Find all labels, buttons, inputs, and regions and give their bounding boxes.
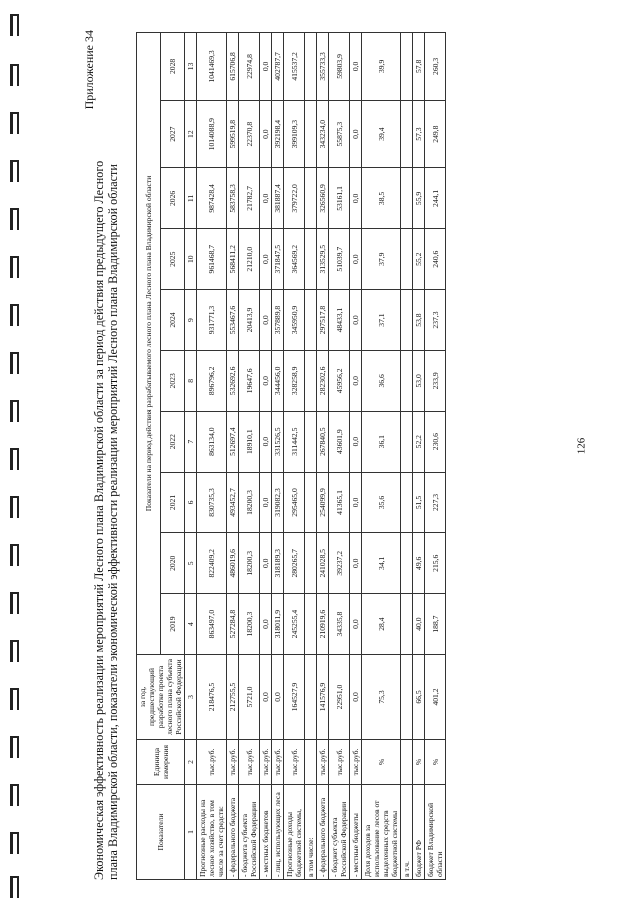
row-year-value: 237,3 — [425, 290, 446, 351]
appendix-label: Приложение 34 — [82, 30, 96, 110]
row-year-value: 326560,9 — [317, 168, 329, 229]
document-title — [92, 30, 120, 880]
row-year-value: 40,0 — [413, 594, 425, 655]
row-label: Прогнозные доходы бюджетной системы, — [284, 785, 305, 880]
binder-hole — [10, 876, 19, 898]
col-number: 7 — [185, 411, 197, 472]
row-year-value — [401, 472, 413, 533]
table-row — [272, 33, 284, 880]
row-unit: % — [362, 740, 401, 785]
row-year-value: 260,3 — [425, 33, 446, 101]
row-year-value: 39,9 — [362, 33, 401, 101]
row-year-value: 295465,0 — [284, 472, 305, 533]
row-year-value — [401, 533, 413, 594]
row-year-value: 0,0 — [260, 411, 272, 472]
row-year-value: 280265,7 — [284, 533, 305, 594]
col-number: 4 — [185, 594, 197, 655]
row-prev-value: 141576,9 — [317, 655, 329, 740]
row-label: - бюджета субъекта Российской Федерации — [239, 785, 260, 880]
row-year-value: 18910,1 — [239, 411, 260, 472]
row-year-value: 18200,3 — [239, 472, 260, 533]
row-year-value: 0,0 — [350, 290, 362, 351]
row-year-value: 415537,2 — [284, 33, 305, 101]
row-year-value: 34,1 — [362, 533, 401, 594]
binder-hole — [10, 736, 19, 758]
row-year-value: 0,0 — [260, 100, 272, 168]
row-label: - бюджет субъекта Российской Федерации — [329, 785, 350, 880]
row-year-value: 0,0 — [260, 33, 272, 101]
table-row — [284, 33, 305, 880]
row-label: в том числе: — [305, 785, 317, 880]
row-prev-value — [401, 655, 413, 740]
row-year-value: 215,6 — [425, 533, 446, 594]
binder-hole — [10, 496, 19, 518]
row-unit: тыс.руб. — [227, 740, 239, 785]
row-year-value — [305, 472, 317, 533]
row-year-value — [401, 229, 413, 290]
header-year: 2021 — [161, 472, 185, 533]
row-year-value: 0,0 — [260, 229, 272, 290]
row-year-value: 0,0 — [260, 594, 272, 655]
title-line: плана Владимирской области, показатели экономической эффективности реализации мероприятий Лесного плана Владимирской области — [106, 164, 120, 880]
row-prev-value: 401,2 — [425, 655, 446, 740]
row-year-value: 345950,9 — [284, 290, 305, 351]
row-label: - лиц, использующих леса — [272, 785, 284, 880]
header-year: 2028 — [161, 33, 185, 101]
row-year-value: 371847,5 — [272, 229, 284, 290]
row-year-value: 245255,4 — [284, 594, 305, 655]
rotated-document — [80, 20, 500, 880]
row-year-value: 55,9 — [413, 168, 425, 229]
row-year-value — [401, 33, 413, 101]
binder-hole — [10, 64, 19, 86]
row-year-value: 896796,2 — [197, 350, 227, 411]
table-row — [260, 33, 272, 880]
row-unit: тыс.руб. — [260, 740, 272, 785]
row-year-value: 18200,3 — [239, 594, 260, 655]
row-year-value: 57,3 — [413, 100, 425, 168]
binder-hole — [10, 160, 19, 182]
row-year-value: 53,0 — [413, 350, 425, 411]
column-numbers-row — [185, 33, 197, 880]
row-year-value: 22974,8 — [239, 33, 260, 101]
row-year-value: 318011,9 — [272, 594, 284, 655]
row-year-value: 355733,3 — [317, 33, 329, 101]
row-year-value: 987428,4 — [197, 168, 227, 229]
efficiency-table — [136, 32, 446, 880]
col-number: 11 — [185, 168, 197, 229]
binder-hole — [10, 592, 19, 614]
row-prev-value: 164527,9 — [284, 655, 305, 740]
title-line: Экономическая эффективность реализации мероприятий Лесного плана Владимирской области за период действия предыдущего Лесного — [92, 160, 106, 880]
binder-hole — [10, 400, 19, 422]
header-year: 2020 — [161, 533, 185, 594]
header-year: 2019 — [161, 594, 185, 655]
row-year-value: 532692,6 — [227, 350, 239, 411]
row-year-value — [401, 290, 413, 351]
row-year-value: 830735,3 — [197, 472, 227, 533]
table-row — [362, 33, 401, 880]
row-year-value: 37,9 — [362, 229, 401, 290]
row-year-value: 402787,7 — [272, 33, 284, 101]
header-year: 2026 — [161, 168, 185, 229]
row-prev-value: 0,0 — [260, 655, 272, 740]
binder-hole — [10, 112, 19, 134]
row-year-value: 822409,2 — [197, 533, 227, 594]
row-year-value: 863497,0 — [197, 594, 227, 655]
header-prev-plan: за год, предшествующий разработке проекта лесного плана субъекта Российской Федерации — [137, 655, 185, 740]
binder-holes — [6, 0, 22, 905]
row-year-value — [305, 533, 317, 594]
row-year-value: 51,5 — [413, 472, 425, 533]
row-year-value: 318189,3 — [272, 533, 284, 594]
row-year-value: 18200,3 — [239, 533, 260, 594]
binder-hole — [10, 352, 19, 374]
row-year-value: 34335,8 — [329, 594, 350, 655]
row-year-value: 328258,9 — [284, 350, 305, 411]
row-unit: тыс.руб. — [350, 740, 362, 785]
row-year-value: 0,0 — [350, 411, 362, 472]
row-prev-value: 66,5 — [413, 655, 425, 740]
row-year-value — [305, 168, 317, 229]
col-number: 1 — [185, 785, 197, 880]
row-year-value: 0,0 — [260, 290, 272, 351]
row-year-value: 43601,9 — [329, 411, 350, 472]
row-year-value: 0,0 — [350, 472, 362, 533]
row-unit: тыс.руб. — [197, 740, 227, 785]
row-year-value: 364569,2 — [284, 229, 305, 290]
row-unit: тыс.руб. — [317, 740, 329, 785]
row-year-value: 188,7 — [425, 594, 446, 655]
table-row — [401, 33, 413, 880]
row-year-value: 0,0 — [260, 472, 272, 533]
row-year-value: 230,6 — [425, 411, 446, 472]
row-year-value: 0,0 — [260, 350, 272, 411]
row-unit: тыс.руб. — [329, 740, 350, 785]
row-year-value: 311442,5 — [284, 411, 305, 472]
col-number: 10 — [185, 229, 197, 290]
row-year-value: 568411,2 — [227, 229, 239, 290]
row-unit: тыс.руб. — [284, 740, 305, 785]
table-row — [305, 33, 317, 880]
header-unit: Единица измерения — [137, 740, 185, 785]
header-year: 2024 — [161, 290, 185, 351]
header-row — [137, 33, 161, 880]
row-year-value: 241028,5 — [317, 533, 329, 594]
row-year-value: 1041469,3 — [197, 33, 227, 101]
row-label: - местные бюджеты — [350, 785, 362, 880]
row-year-value: 357889,8 — [272, 290, 284, 351]
row-year-value: 583758,3 — [227, 168, 239, 229]
row-year-value — [305, 229, 317, 290]
row-unit: % — [425, 740, 446, 785]
table-row — [197, 33, 227, 880]
header-indicator: Показатели — [137, 785, 185, 880]
row-prev-value: 5721,0 — [239, 655, 260, 740]
binder-hole — [10, 688, 19, 710]
row-year-value: 35,6 — [362, 472, 401, 533]
row-year-value: 55875,3 — [329, 100, 350, 168]
row-year-value: 0,0 — [260, 168, 272, 229]
row-year-value: 55,2 — [413, 229, 425, 290]
header-year: 2027 — [161, 100, 185, 168]
row-year-value: 19647,6 — [239, 350, 260, 411]
binder-hole — [10, 544, 19, 566]
row-year-value: 240,6 — [425, 229, 446, 290]
row-year-value: 527284,8 — [227, 594, 239, 655]
row-year-value — [305, 33, 317, 101]
row-unit: тыс.руб. — [272, 740, 284, 785]
table-row — [239, 33, 260, 880]
row-year-value: 39,4 — [362, 100, 401, 168]
row-year-value: 1014088,9 — [197, 100, 227, 168]
row-year-value: 244,1 — [425, 168, 446, 229]
row-prev-value: 22951,0 — [329, 655, 350, 740]
binder-hole — [10, 304, 19, 326]
row-year-value: 227,3 — [425, 472, 446, 533]
row-year-value — [305, 350, 317, 411]
table-row — [350, 33, 362, 880]
row-year-value: 399109,3 — [284, 100, 305, 168]
row-prev-value: 0,0 — [350, 655, 362, 740]
row-year-value: 39237,2 — [329, 533, 350, 594]
row-year-value: 53161,1 — [329, 168, 350, 229]
row-year-value: 381887,4 — [272, 168, 284, 229]
row-label: Прогнозные расходы на лесное хозяйство, в том числе за счет средств: — [197, 785, 227, 880]
row-year-value: 343234,0 — [317, 100, 329, 168]
row-year-value: 37,1 — [362, 290, 401, 351]
row-year-value: 267840,5 — [317, 411, 329, 472]
row-year-value: 21782,7 — [239, 168, 260, 229]
row-year-value: 38,5 — [362, 168, 401, 229]
col-number: 12 — [185, 100, 197, 168]
row-unit: тыс.руб. — [239, 740, 260, 785]
row-year-value: 0,0 — [350, 100, 362, 168]
row-year-value: 254099,9 — [317, 472, 329, 533]
row-year-value: 0,0 — [350, 168, 362, 229]
header-year: 2023 — [161, 350, 185, 411]
row-year-value: 45956,2 — [329, 350, 350, 411]
row-year-value: 22370,8 — [239, 100, 260, 168]
row-year-value — [401, 350, 413, 411]
col-number: 8 — [185, 350, 197, 411]
row-prev-value: 212755,5 — [227, 655, 239, 740]
row-year-value: 512697,4 — [227, 411, 239, 472]
row-year-value: 553467,6 — [227, 290, 239, 351]
row-year-value: 486019,6 — [227, 533, 239, 594]
row-year-value: 931771,3 — [197, 290, 227, 351]
row-year-value: 392198,4 — [272, 100, 284, 168]
row-prev-value: 0,0 — [272, 655, 284, 740]
row-year-value: 20413,9 — [239, 290, 260, 351]
row-year-value: 344456,0 — [272, 350, 284, 411]
row-year-value: 313529,5 — [317, 229, 329, 290]
table-row — [413, 33, 425, 880]
row-year-value: 615706,8 — [227, 33, 239, 101]
row-year-value — [401, 411, 413, 472]
row-label: - федерального бюджета — [317, 785, 329, 880]
row-year-value: 53,8 — [413, 290, 425, 351]
binder-hole — [10, 784, 19, 806]
row-unit — [401, 740, 413, 785]
row-year-value: 0,0 — [350, 33, 362, 101]
binder-hole — [10, 832, 19, 854]
row-unit — [305, 740, 317, 785]
row-label: бюджет Владимирской области — [425, 785, 446, 880]
row-unit: % — [413, 740, 425, 785]
col-number: 13 — [185, 33, 197, 101]
binder-hole — [10, 14, 19, 36]
row-year-value: 41365,1 — [329, 472, 350, 533]
col-number: 2 — [185, 740, 197, 785]
row-label: Доля доходов за использование лесов от выделенных средств бюджетной системы — [362, 785, 401, 880]
row-year-value — [305, 594, 317, 655]
row-year-value: 233,9 — [425, 350, 446, 411]
row-year-value: 599519,8 — [227, 100, 239, 168]
table-row — [329, 33, 350, 880]
row-year-value: 379722,0 — [284, 168, 305, 229]
row-year-value: 297517,8 — [317, 290, 329, 351]
row-year-value — [401, 594, 413, 655]
row-prev-value — [305, 655, 317, 740]
col-number: 6 — [185, 472, 197, 533]
header-year: 2025 — [161, 229, 185, 290]
row-year-value — [401, 168, 413, 229]
row-year-value — [305, 100, 317, 168]
table-body — [197, 33, 446, 880]
row-year-value: 863134,0 — [197, 411, 227, 472]
page-number: 126 — [575, 437, 588, 455]
row-year-value: 0,0 — [350, 229, 362, 290]
row-year-value: 210919,6 — [317, 594, 329, 655]
header-period-group: Показатели на период действия разрабатываемого лесного плана Лесного плана Владимирской области — [137, 33, 161, 655]
row-year-value: 249,8 — [425, 100, 446, 168]
row-year-value — [305, 290, 317, 351]
table-row — [317, 33, 329, 880]
row-label: бюджет РФ — [413, 785, 425, 880]
row-year-value: 0,0 — [350, 594, 362, 655]
row-year-value: 28,4 — [362, 594, 401, 655]
row-year-value: 331526,5 — [272, 411, 284, 472]
row-year-value: 51039,7 — [329, 229, 350, 290]
row-label: - федерального бюджета — [227, 785, 239, 880]
binder-hole — [10, 256, 19, 278]
row-year-value: 36,6 — [362, 350, 401, 411]
row-year-value: 49,6 — [413, 533, 425, 594]
row-label: - местных бюджетов — [260, 785, 272, 880]
header-year: 2022 — [161, 411, 185, 472]
row-prev-value: 218476,5 — [197, 655, 227, 740]
col-number: 3 — [185, 655, 197, 740]
row-year-value: 59803,9 — [329, 33, 350, 101]
row-year-value: 282302,6 — [317, 350, 329, 411]
binder-hole — [10, 448, 19, 470]
row-year-value — [305, 411, 317, 472]
row-year-value: 0,0 — [350, 533, 362, 594]
row-year-value: 0,0 — [260, 533, 272, 594]
row-year-value: 493452,7 — [227, 472, 239, 533]
col-number: 5 — [185, 533, 197, 594]
row-year-value: 21210,0 — [239, 229, 260, 290]
binder-hole — [10, 640, 19, 662]
row-year-value: 48433,1 — [329, 290, 350, 351]
row-year-value — [401, 100, 413, 168]
row-year-value: 319082,3 — [272, 472, 284, 533]
table-row — [425, 33, 446, 880]
row-prev-value: 75,3 — [362, 655, 401, 740]
col-number: 9 — [185, 290, 197, 351]
row-year-value: 52,2 — [413, 411, 425, 472]
row-year-value: 0,0 — [350, 350, 362, 411]
binder-hole — [10, 208, 19, 230]
table-row — [227, 33, 239, 880]
row-label: в т.ч. — [401, 785, 413, 880]
row-year-value: 57,8 — [413, 33, 425, 101]
row-year-value: 961468,7 — [197, 229, 227, 290]
row-year-value: 36,1 — [362, 411, 401, 472]
